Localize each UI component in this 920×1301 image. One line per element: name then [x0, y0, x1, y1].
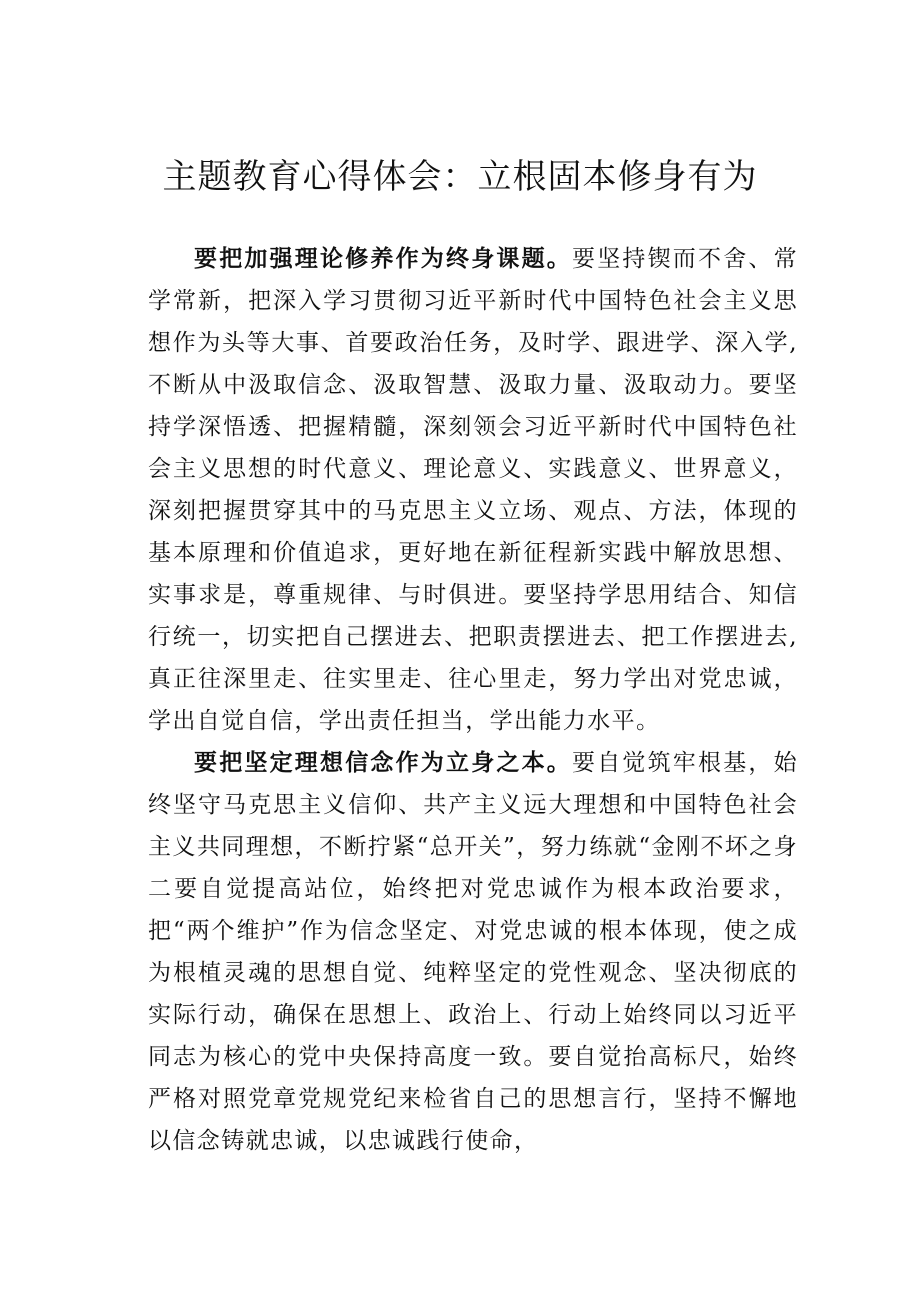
paragraph-ideals-belief [148, 742, 798, 1162]
paragraph-theory-study [148, 238, 798, 742]
paragraph-text: 要坚持锲而不舍、常学常新，把深入学习贯彻习近平新时代中国特色社会主义思想作为头等大事、首要政治任务，及时学、跟进学、深入学,不断从中汲取信念、汲取智慧、汲取力量、汲取动力。要坚持学深悟透、把握精髓，深刻领会习近平新时代中国特色社会主义思想的时代意义、理论意义、实践意义、世界意义，深刻把握贯穿其中的马克思主义立场、观点、方法，体现的基本原理和价值追求，更好地在新征程新实践中解放思想、实事求是，尊重规律、与时俱进。要坚持学思用结合、知信行统一，切实把自己摆进去、把职责摆进去、把工作摆进去,真正往深里走、往实里走、往心里走，努力学出对党忠诚，学出自觉自信，学出责任担当，学出能力水平。 [148, 246, 798, 734]
paragraph-lead: 要把加强理论修养作为终身课题。 [194, 246, 572, 272]
document-body [148, 238, 798, 1162]
paragraph-text: 要自觉筑牢根基，始终坚守马克思主义信仰、共产主义远大理想和中国特色社会主义共同理想，不断拧紧“总开关”，努力练就“金刚不坏之身二要自觉提高站位，始终把对党忠诚作为根本政治要求，把“两个维护”作为信念坚定、对党忠诚的根本体现，使之成为根植灵魂的思想自觉、纯粹坚定的党性观念、坚决彻底的实际行动，确保在思想上、政治上、行动上始终同以习近平同志为核心的党中央保持高度一致。要自觉抬高标尺，始终严格对照党章党规党纪来检省自己的思想言行，坚持不懈地以信念铸就忠诚，以忠诚践行使命， [148, 750, 798, 1154]
paragraph-lead: 要把坚定理想信念作为立身之本。 [194, 750, 572, 776]
document-title: 主题教育心得体会：立根固本修身有为 [162, 157, 758, 197]
